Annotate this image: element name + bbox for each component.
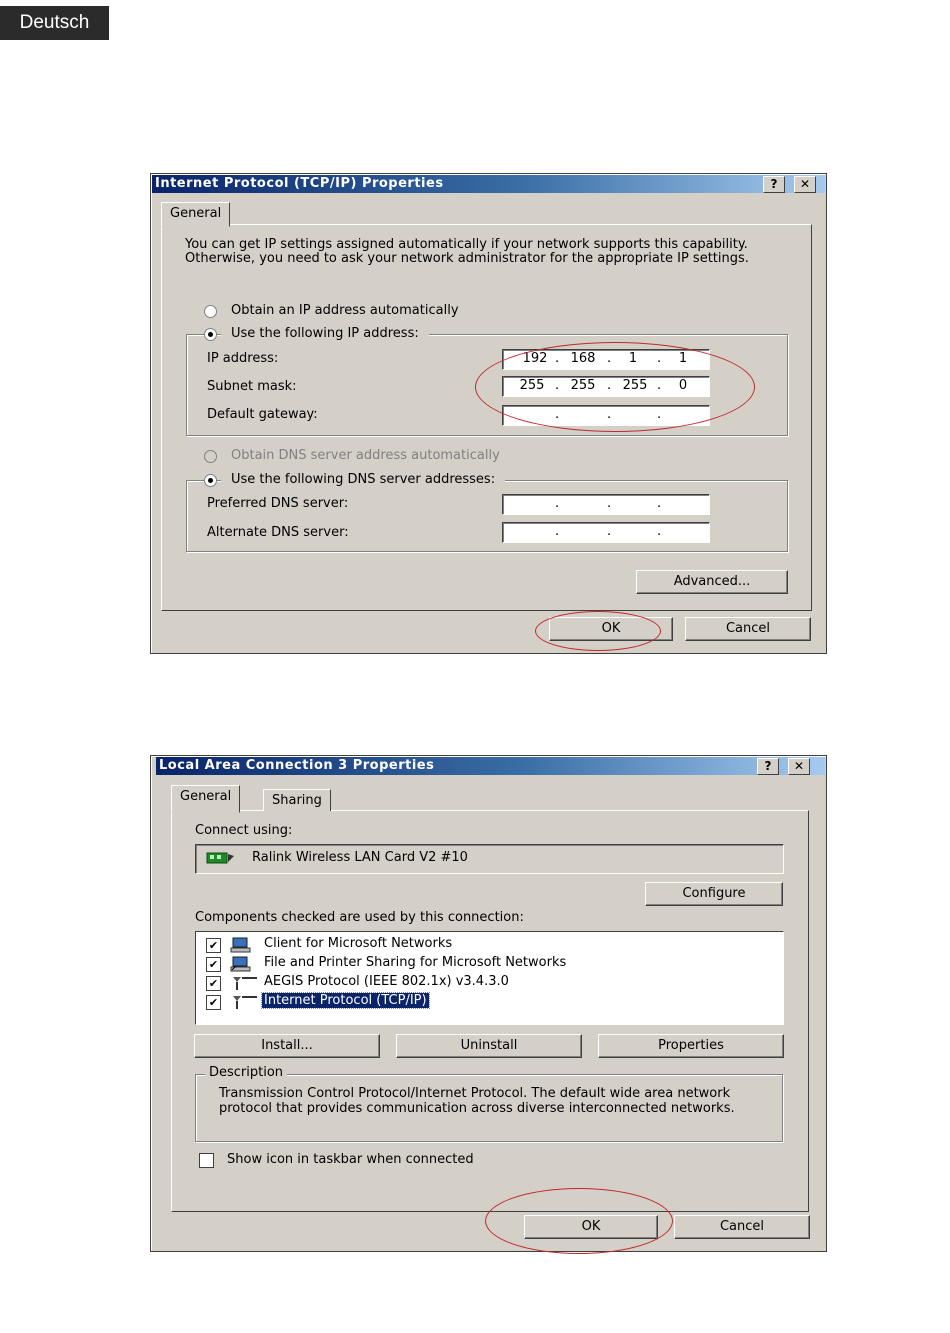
default-gateway-field[interactable]: . . . [502, 405, 710, 426]
uninstall-button[interactable]: Uninstall [396, 1034, 582, 1058]
language-tag: Deutsch [0, 6, 109, 40]
components-label: Components checked are used by this connection: [195, 910, 524, 925]
preferred-dns-label: Preferred DNS server: [207, 496, 349, 511]
list-item[interactable] [206, 993, 766, 1011]
preferred-dns-field[interactable]: . . . [502, 494, 710, 515]
properties-button[interactable]: Properties [598, 1034, 784, 1058]
list-item[interactable] [206, 955, 766, 973]
subnet-octet-1: 255 [519, 378, 545, 393]
component-label: AEGIS Protocol (IEEE 802.1x) v3.4.3.0 [264, 974, 509, 989]
ip-octet-1: 192 [522, 351, 548, 366]
list-item[interactable] [206, 974, 766, 992]
subnet-mask-label: Subnet mask: [207, 379, 297, 394]
radio-obtain-ip-auto[interactable] [204, 305, 217, 318]
components-list[interactable] [195, 931, 784, 1025]
show-icon-label: Show icon in taskbar when connected [227, 1152, 474, 1167]
dialog-title: Internet Protocol (TCP/IP) Properties [152, 175, 825, 193]
subnet-mask-field[interactable]: 255 . 255 . 255 . 0 [502, 376, 710, 397]
subnet-octet-2: 255 [570, 378, 596, 393]
tab-general[interactable]: General [171, 785, 240, 813]
configure-button[interactable]: Configure [645, 882, 783, 906]
alternate-dns-field[interactable]: . . . [502, 522, 710, 543]
radio-use-dns-label: Use the following DNS server addresses: [221, 472, 505, 487]
connect-using-label: Connect using: [195, 823, 293, 838]
ip-octet-3: 1 [628, 351, 638, 366]
component-checkbox[interactable]: ✔ [206, 938, 221, 953]
list-item[interactable] [206, 936, 766, 954]
tab-general[interactable]: General [161, 202, 230, 227]
description-text: Transmission Control Protocol/Internet Protocol. The default wide area network protocol that provides communication across diverse interconnected networks. [219, 1086, 735, 1116]
ok-button[interactable]: OK [524, 1215, 658, 1239]
radio-use-dns[interactable] [204, 474, 217, 487]
advanced-button[interactable]: Advanced... [636, 570, 788, 594]
close-button[interactable]: ✕ [788, 758, 810, 775]
intro-text: You can get IP settings assigned automatically if your network supports this capability. Otherwise, you need to ask your network administrator for the appropriate IP settings. [185, 237, 749, 266]
radio-use-ip-label: Use the following IP address: [221, 326, 429, 341]
subnet-octet-3: 255 [622, 378, 648, 393]
cancel-button[interactable]: Cancel [685, 617, 811, 641]
component-checkbox[interactable]: ✔ [206, 957, 221, 972]
install-button[interactable]: Install... [194, 1034, 380, 1058]
adapter-name: Ralink Wireless LAN Card V2 #10 [252, 850, 468, 865]
help-button[interactable]: ? [763, 176, 785, 193]
ip-octet-2: 168 [570, 351, 596, 366]
computer-share-icon [230, 956, 248, 970]
adapter-field [195, 844, 784, 874]
radio-use-ip[interactable] [204, 328, 217, 341]
tab-sharing[interactable]: Sharing [263, 789, 331, 811]
ip-address-field[interactable]: 192 . 168 . 1 . 1 [502, 349, 710, 370]
lan-properties-dialog [150, 755, 827, 1252]
component-checkbox[interactable]: ✔ [206, 995, 221, 1010]
radio-obtain-ip-auto-label: Obtain an IP address automatically [231, 303, 459, 318]
ip-octet-4: 1 [678, 351, 688, 366]
cancel-button[interactable]: Cancel [674, 1215, 810, 1239]
ip-address-label: IP address: [207, 351, 279, 366]
dialog-title: Local Area Connection 3 Properties [156, 757, 825, 775]
show-icon-checkbox[interactable] [199, 1153, 214, 1168]
radio-obtain-dns-auto-label: Obtain DNS server address automatically [231, 448, 500, 463]
alternate-dns-label: Alternate DNS server: [207, 525, 349, 540]
help-button[interactable]: ? [757, 758, 779, 775]
subnet-octet-4: 0 [678, 378, 688, 393]
component-label: Client for Microsoft Networks [264, 936, 453, 951]
component-label-selected: Internet Protocol (TCP/IP) [264, 993, 427, 1008]
protocol-icon [230, 994, 248, 1008]
close-button[interactable]: ✕ [794, 176, 816, 193]
tcpip-properties-dialog [150, 173, 827, 654]
component-label: File and Printer Sharing for Microsoft Networks [264, 955, 567, 970]
default-gateway-label: Default gateway: [207, 407, 318, 422]
radio-obtain-dns-auto[interactable] [204, 450, 217, 463]
component-checkbox[interactable]: ✔ [206, 976, 221, 991]
computer-icon [230, 937, 248, 951]
network-card-icon [206, 851, 224, 865]
description-label: Description [205, 1065, 287, 1080]
ok-button[interactable]: OK [549, 617, 673, 641]
protocol-icon [230, 975, 248, 989]
